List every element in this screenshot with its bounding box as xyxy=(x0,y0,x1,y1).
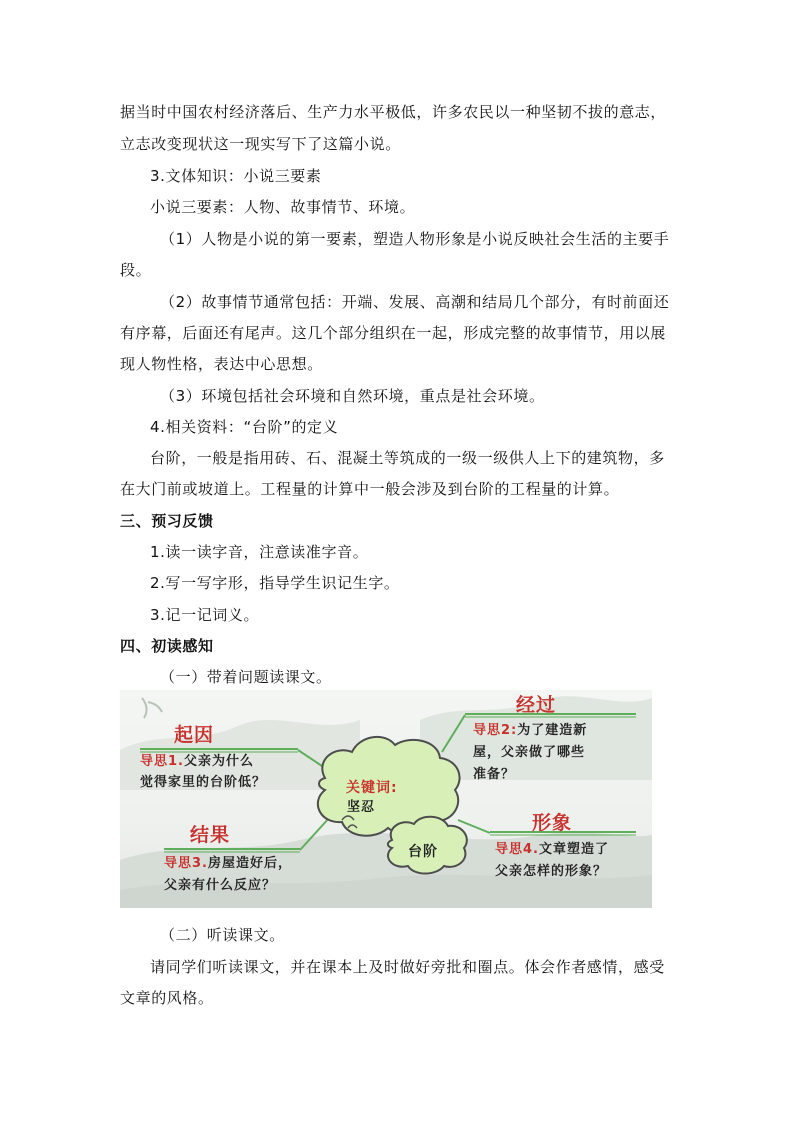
section-subtitle: 4.相关资料：“台阶”的定义 xyxy=(150,418,339,436)
paragraph-line: （2）故事情节通常包括：开端、发展、高潮和结局几个部分，有时前面还 xyxy=(160,293,670,311)
process-question xyxy=(473,721,587,741)
process-question-line2: 屋，父亲做了哪些 xyxy=(473,745,586,760)
paragraph-line: 段。 xyxy=(120,261,152,279)
image-question-line1: 文章塑造了 xyxy=(538,842,609,857)
result-label: 导思3. xyxy=(164,856,208,871)
section-heading: 四、初读感知 xyxy=(120,637,214,655)
cause-question xyxy=(140,752,254,772)
result-heading: 结果 xyxy=(190,824,231,846)
keyword-value: 坚忍 xyxy=(347,800,376,815)
process-label: 导思2: xyxy=(473,723,518,738)
image-label: 导思4. xyxy=(495,842,539,857)
list-item: 3.记一记词义。 xyxy=(150,606,260,624)
keyword-label: 关键词: xyxy=(346,780,398,796)
list-item: 1.读一读字音，注意读准字音。 xyxy=(150,543,369,561)
paragraph-line: 请同学们听读课文，并在课本上及时做好旁批和圈点。体会作者感情，感受 xyxy=(150,958,665,976)
cause-question-line1: 父亲为什么 xyxy=(183,754,254,769)
paragraph-line: 文章的风格。 xyxy=(120,989,214,1007)
paragraph-line: （3）环境包括社会环境和自然环境，重点是社会环境。 xyxy=(160,387,545,405)
topic-label: 台阶 xyxy=(408,844,438,860)
result-question-line2: 父亲有什么反应？ xyxy=(164,878,277,893)
section-heading: 三、预习反馈 xyxy=(120,512,214,530)
image-heading: 形象 xyxy=(532,812,573,834)
process-heading: 经过 xyxy=(516,694,557,716)
paragraph-line: 据当时中国农村经济落后、生产力水平极低，许多农民以一种坚韧不拔的意志， xyxy=(120,103,667,121)
result-question xyxy=(164,854,292,874)
section-subtitle: 3.文体知识：小说三要素 xyxy=(150,167,322,185)
list-item: 2.写一写字形，指导学生识记生字。 xyxy=(150,574,400,592)
cause-heading: 起因 xyxy=(174,724,215,746)
paragraph-line: 立志改变现状这一现实写下了这篇小说。 xyxy=(120,135,401,153)
result-question-line1: 房屋造好后， xyxy=(207,856,292,871)
section-subtitle: （一）带着问题读课文。 xyxy=(160,668,332,686)
process-question-line1: 为了建造新 xyxy=(517,723,588,738)
process-question-line3: 准备？ xyxy=(473,767,516,782)
section-subtitle: （二）听读课文。 xyxy=(160,926,285,944)
cause-label: 导思1. xyxy=(140,754,184,769)
paragraph-line: 在大门前或坡道上。工程量的计算中一般会涉及到台阶的工程量的计算。 xyxy=(120,480,620,498)
paragraph-line: 有序幕，后面还有尾声。这几个部分组织在一起，形成完整的故事情节，用以展 xyxy=(120,324,667,342)
image-question xyxy=(495,840,609,860)
cause-question-line2: 觉得家里的台阶低？ xyxy=(140,775,267,790)
reading-guide-diagram xyxy=(120,690,652,908)
image-question-line2: 父亲怎样的形象？ xyxy=(495,864,608,879)
paragraph-line: 现人物性格，表达中心思想。 xyxy=(120,355,323,373)
paragraph-line: 台阶，一般是指用砖、石、混凝土等筑成的一级一级供人上下的建筑物，多 xyxy=(150,449,665,467)
paragraph-line: （1）人物是小说的第一要素，塑造人物形象是小说反映社会生活的主要手 xyxy=(160,230,670,248)
paragraph-line: 小说三要素：人物、故事情节、环境。 xyxy=(150,198,416,216)
